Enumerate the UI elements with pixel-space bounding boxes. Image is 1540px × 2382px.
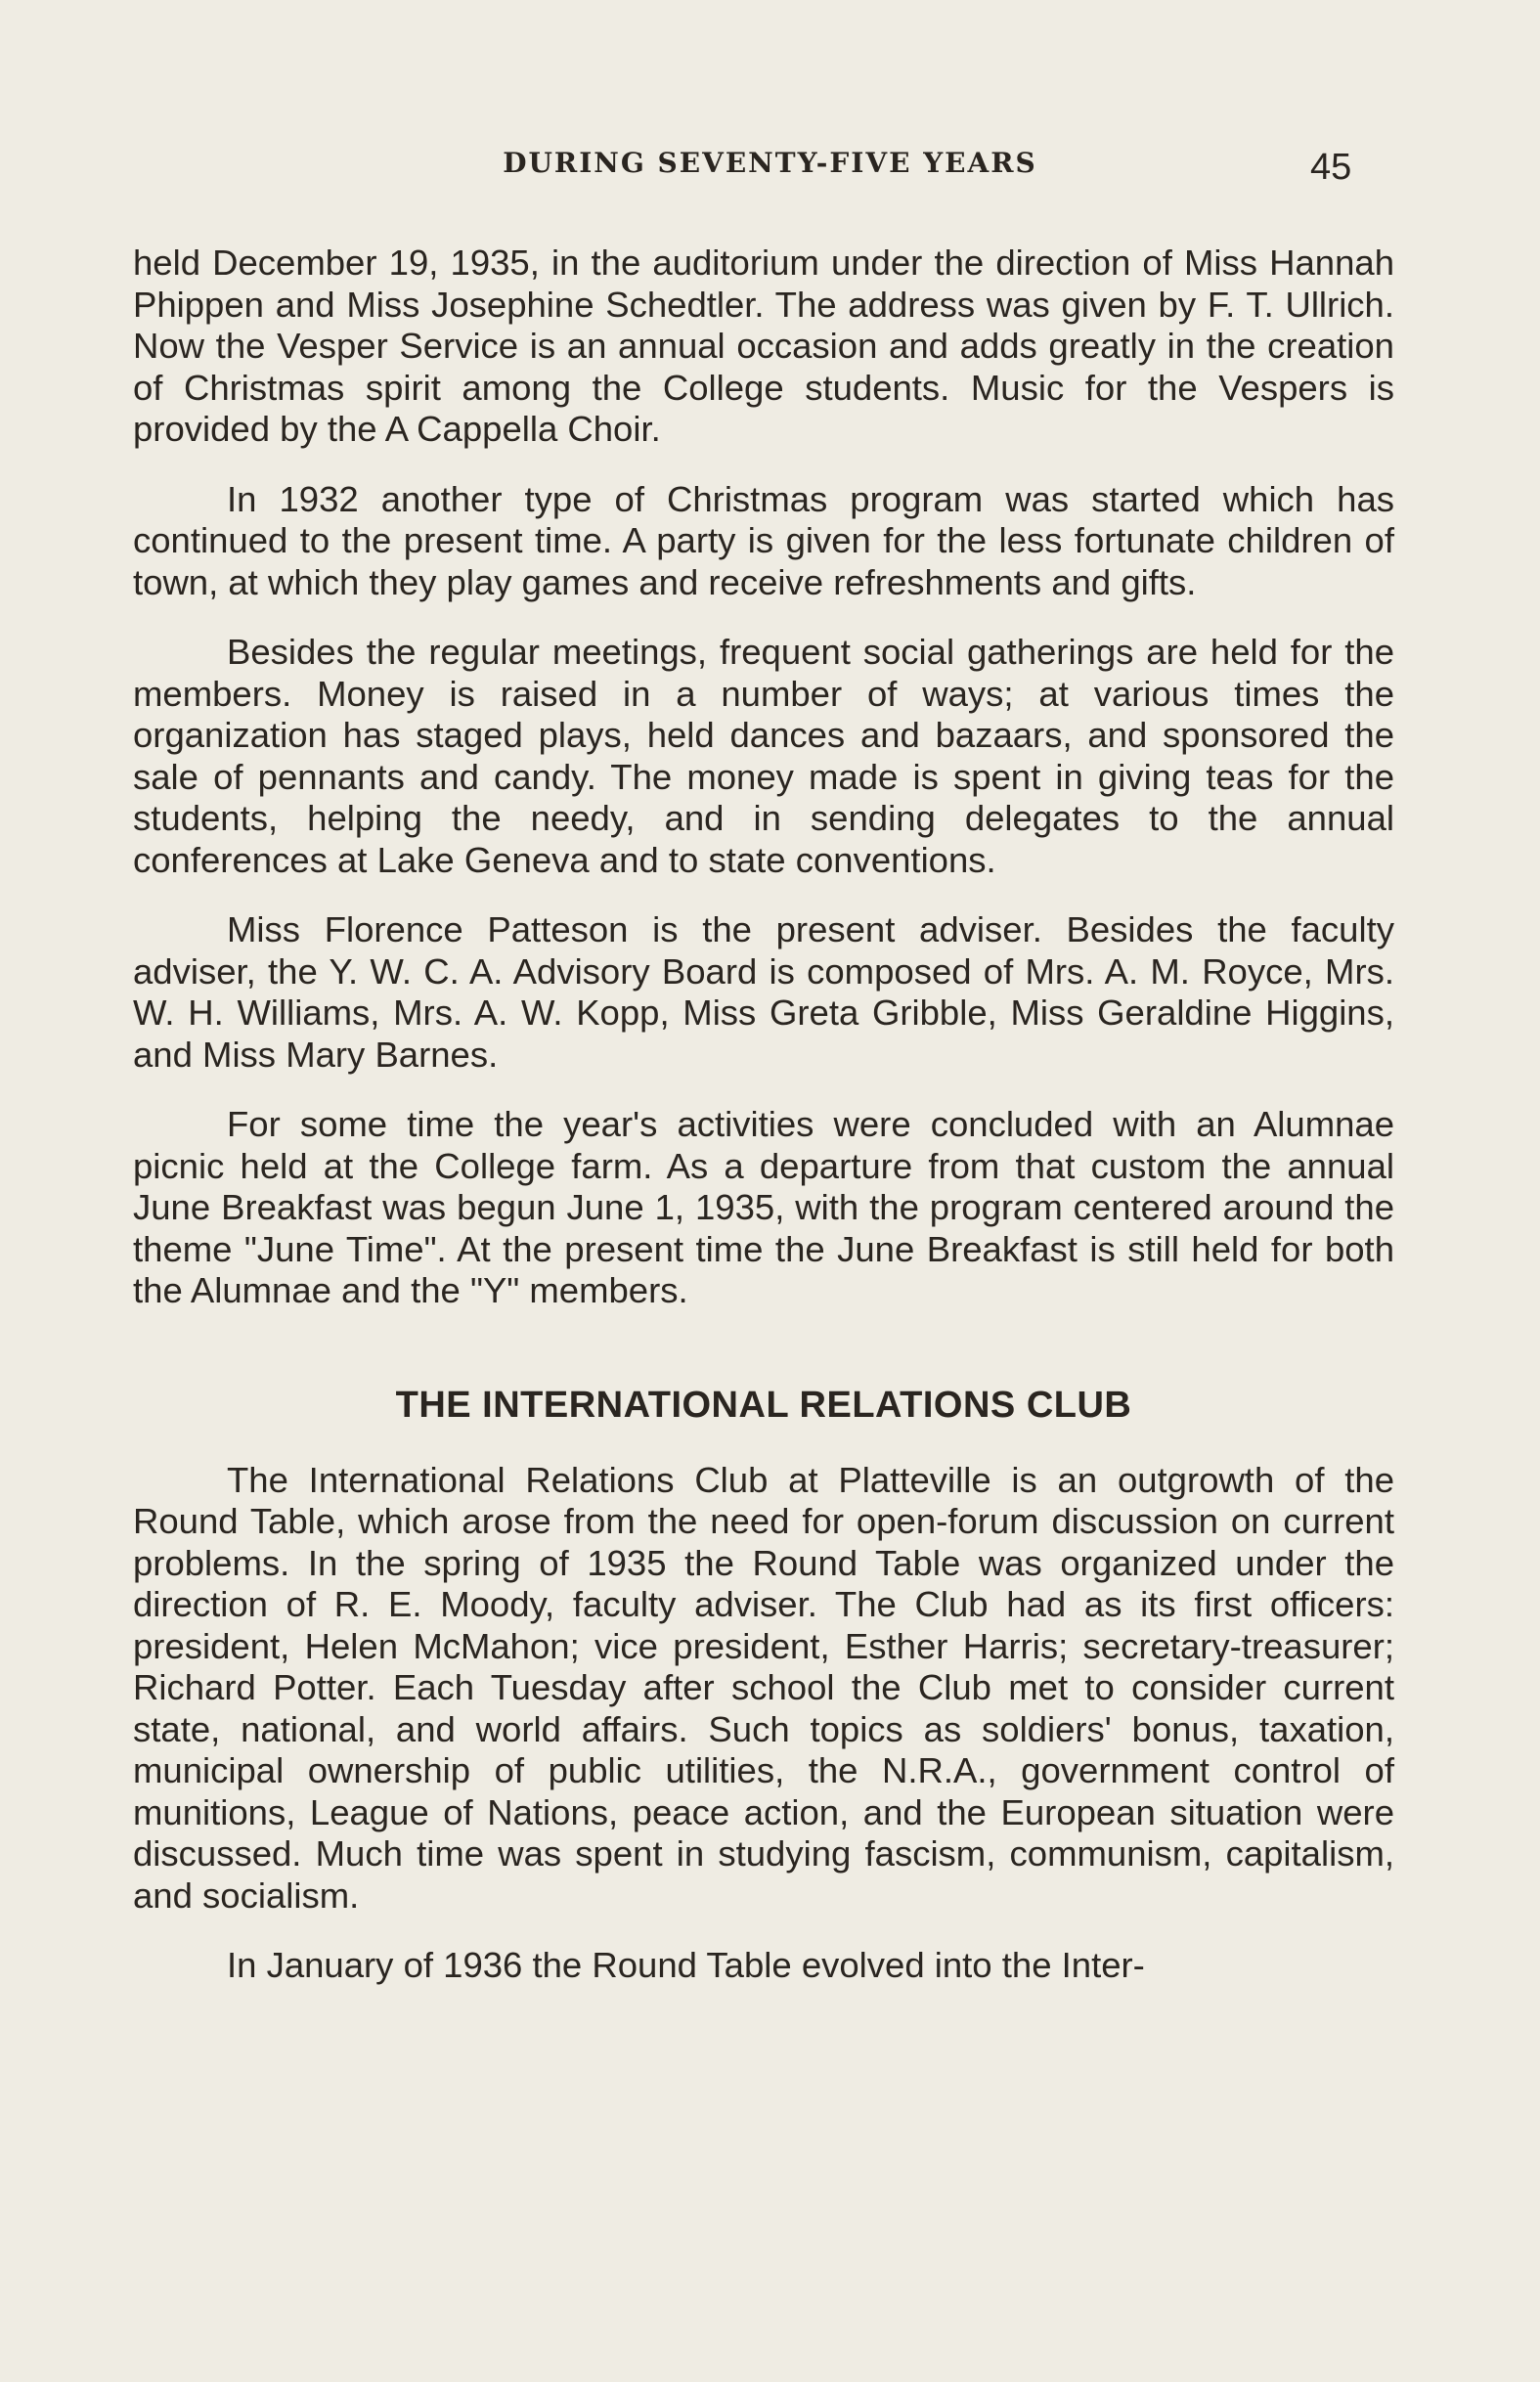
paragraph: The International Relations Club at Platteville is an outgrowth of the Round Table, which arose from the need for open-forum discussion on current problems. In the spring of 1935 the Round Table was organized under the direction of R. E. Moody, faculty adviser. The Club had as its first officers: president, Helen McMahon; vice president, Esther Harris; secretary-treasurer; Richard Potter. Each Tuesday after school the Club met to consider current state, national, and world affairs. Such topics as soldiers' bonus, taxation, municipal ownership of public utilities, the N.R.A., government control of munitions, League of Nations, peace action, and the European situation were discussed. Much time was spent in studying fascism, communism, capitalism, and socialism.: [133, 1459, 1394, 1916]
paragraph: In January of 1936 the Round Table evolved into the Inter-: [227, 1945, 1145, 1985]
body-text: [133, 243, 1394, 1987]
running-title: DURING SEVENTY-FIVE YEARS: [503, 147, 1037, 179]
paragraph: For some time the year's activities were concluded with an Alumnae picnic held at the College farm. As a departure from that custom the annual June Breakfast was begun June 1, 1935, with the program centered around the theme "June Time". At the present time the June Breakfast is still held for both the Alumnae and the "Y" members.: [133, 1104, 1394, 1310]
paragraph: Miss Florence Patteson is the present adviser. Besides the faculty adviser, the Y. W. C. A. Advisory Board is composed of Mrs. A. M. Royce, Mrs. W. H. Williams, Mrs. A. W. Kopp, Miss Greta Gribble, Miss Geraldine Higgins, and Miss Mary Barnes.: [133, 909, 1394, 1075]
paragraph: In 1932 another type of Christmas program was started which has continued to the present time. A party is given for the less fortunate children of town, at which they play games and receive refreshments and gifts.: [133, 478, 1394, 602]
section-heading: THE INTERNATIONAL RELATIONS CLUB: [395, 1384, 1132, 1426]
page-number: 45: [1310, 147, 1352, 188]
paragraph: Besides the regular meetings, frequent social gatherings are held for the members. Money is raised in a number of ways; at various times the organization has staged plays, held dances and bazaars, and sponsored the sale of pennants and candy. The money made is spent in giving teas for the students, helping the needy, and in sending delegates to the annual conferences at Lake Geneva and to state conventions.: [133, 632, 1394, 880]
paragraph-continued: held December 19, 1935, in the auditorium under the direction of Miss Hannah Phippen and Miss Josephine Schedtler. The address was given by F. T. Ullrich. Now the Vesper Service is an annual occasion and adds greatly in the creation of Christmas spirit among the College students. Music for the Vespers is provided by the A Cappella Choir.: [133, 243, 1394, 449]
